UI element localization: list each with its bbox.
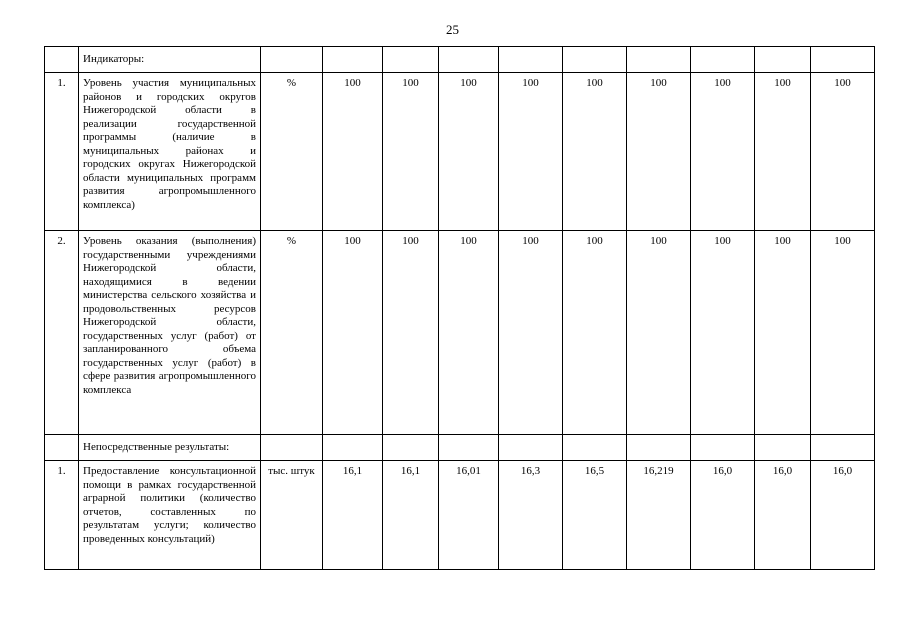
value-cell: 100 [627,231,691,435]
value-cell: 100 [439,231,499,435]
section-title: Непосредственные результаты: [79,435,261,461]
page-number: 25 [446,22,459,37]
empty-cell [261,435,323,461]
value-cell: 100 [563,231,627,435]
result-description: Предоставление консультационной помощи в рамках государственной аграрной политики (количество отчетов, составленных по результатам услуги; количество проведенных консультаций) [79,461,261,570]
value-cell: 100 [499,73,563,231]
empty-cell [627,435,691,461]
empty-cell [691,435,755,461]
row-number: 2. [45,231,79,435]
value-cell: 16,3 [499,461,563,570]
empty-cell [261,47,323,73]
indicator-description: Уровень участия муниципальных районов и городских округов Нижегородской области в реализации государственной программы (наличие в муниципальных районах и городских округах Нижегородской области муниципальных программ развития агропромышленного комплекса) [79,73,261,231]
value-cell: 16,0 [691,461,755,570]
empty-cell [499,47,563,73]
value-cell: 100 [691,231,755,435]
value-cell: 100 [383,73,439,231]
value-cell: 100 [323,73,383,231]
value-cell: 16,0 [755,461,811,570]
empty-cell [323,435,383,461]
unit-cell: % [261,231,323,435]
empty-cell [383,435,439,461]
indicator-description: Уровень оказания (выполнения) государственными учреждениями Нижегородской области, находящимися в ведении министерства сельского хозяйства и продовольственных ресурсов Нижегородской области, государственных услуг (работ) от запланированного объема государственных услуг (работ) в сфере развития агропромышленного комплекса [79,231,261,435]
value-cell: 100 [755,73,811,231]
indicators-table [44,46,875,570]
empty-cell [755,47,811,73]
empty-cell [499,435,563,461]
value-cell: 100 [563,73,627,231]
table-row [45,73,875,231]
value-cell: 16,5 [563,461,627,570]
empty-cell [439,47,499,73]
section-num-cell [45,435,79,461]
table-row [45,461,875,570]
value-cell: 100 [383,231,439,435]
empty-cell [811,47,875,73]
empty-cell [811,435,875,461]
section-row-direct-results [45,435,875,461]
unit-cell: % [261,73,323,231]
value-cell: 100 [323,231,383,435]
row-number: 1. [45,461,79,570]
value-cell: 100 [499,231,563,435]
table-row [45,231,875,435]
unit-cell: тыс. штук [261,461,323,570]
empty-cell [627,47,691,73]
value-cell: 16,0 [811,461,875,570]
empty-cell [563,47,627,73]
empty-cell [383,47,439,73]
value-cell: 100 [439,73,499,231]
section-num-cell [45,47,79,73]
value-cell: 100 [627,73,691,231]
value-cell: 100 [691,73,755,231]
row-number: 1. [45,73,79,231]
empty-cell [563,435,627,461]
section-row-indicators [45,47,875,73]
section-title: Индикаторы: [79,47,261,73]
value-cell: 16,01 [439,461,499,570]
value-cell: 16,1 [383,461,439,570]
value-cell: 100 [755,231,811,435]
empty-cell [439,435,499,461]
empty-cell [691,47,755,73]
value-cell: 16,219 [627,461,691,570]
value-cell: 16,1 [323,461,383,570]
value-cell: 100 [811,231,875,435]
empty-cell [755,435,811,461]
value-cell: 100 [811,73,875,231]
empty-cell [323,47,383,73]
